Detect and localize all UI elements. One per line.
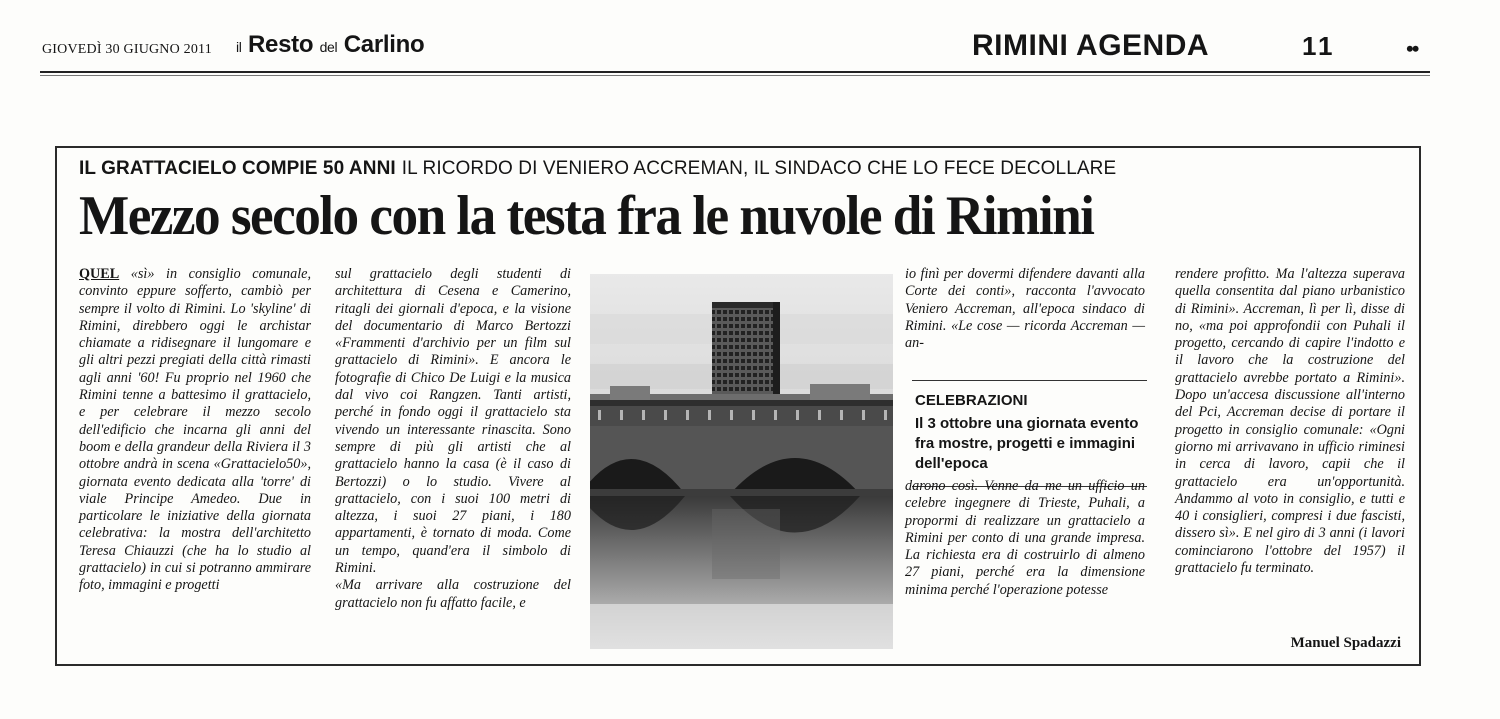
page-marker: ••	[1406, 36, 1418, 61]
column-2-text-b: «Ma arrivare alla costruzione del grattacielo non fu affatto facile, e	[335, 577, 571, 611]
article-column-4b	[905, 478, 1145, 599]
logo-del: del	[319, 39, 338, 55]
byline: Manuel Spadazzi	[1290, 635, 1401, 651]
newspaper-logo	[236, 31, 424, 59]
skyscraper-bridge-photo	[590, 274, 893, 649]
bridge	[590, 404, 893, 426]
article-clipping	[55, 146, 1421, 666]
lead-word: QUEL	[79, 266, 120, 282]
logo-carlino: Carlino	[343, 31, 425, 58]
header-rule-thin	[40, 75, 1430, 76]
section-title: RIMINI AGENDA	[972, 29, 1210, 62]
issue-date: GIOVEDÌ 30 GIUGNO 2011	[42, 42, 212, 57]
box-label: CELEBRAZIONI	[915, 392, 1028, 409]
logo-prefix: il	[236, 39, 242, 55]
article-column-1	[79, 266, 311, 595]
column-5-text: rendere profitto. Ma l'altezza superava quella consentita dal piano urbanistico di Rimini». Accreman, lì per lì, disse di no, «ma poi approfondii con Puhali il progetto, cercando di capire l'indotto e il lavoro che la costruzione del grattacielo avrebbe portato a Rimini». Dopo un'accesa discussione all'interno del Pci, Accreman decise di portare il progetto in consiglio comunale: «Ogni giorno mi arrivavano in ufficio riminesi in cerca di lavoro, capii che il grattacielo era un'opportunità. Andammo al voto in consiglio, e tutti e 40 i consiglieri, compresi i due fascisti, dissero sì». E nel giro di 3 anni (i lavori cominciarono l'ottobre del 1957) il grattacielo fu terminato.	[1175, 266, 1405, 577]
column-2-text: sul grattacielo degli studenti di architettura di Cesena e Camerino, ritagli dei giornali d'epoca, e la visione del documentario di Marco Bertozzi «Frammenti d'archivio per un film sul grattacielo di Rimini». E ancora le fotografie di Chico De Luigi e la musica dal vivo coi Rangzen. Tanti artisti, perché in fondo oggi il grattacielo sta vivendo un interessante rinascita. Sono sempre di più gli artisti che al grattacielo hanno la casa (è il caso di Bertozzi) o lo studio. Vivere al grattacielo, con i suoi 100 metri di altezza, i suoi 27 piani, i 180 appartamenti, è tornato di moda. Come un tempo, quand'era il simbolo di Rimini.	[335, 266, 571, 577]
box-rule-top	[912, 380, 1147, 381]
page-header	[40, 28, 1430, 74]
kicker-text: IL RICORDO DI VENIERO ACCREMAN, IL SINDACO CHE LO FECE DECOLLARE	[401, 158, 1117, 179]
article-column-2	[335, 266, 571, 612]
header-rule	[40, 71, 1430, 73]
article-column-5	[1175, 266, 1405, 577]
headline: Mezzo secolo con la testa fra le nuvole di Rimini	[79, 185, 1094, 247]
column-1-text: «sì» in consiglio comunale, convinto eppure sofferto, cambiò per sempre il volto di Rimini. Lo 'skyline' di Rimini, direbbero oggi le archistar chiamate a ridisegnare il lungomare e gli altri pezzi pregiati della città rimasti agli anni '60! Fu proprio nel 1960 che Rimini tenne a battesimo il grattacielo, e per celebrare il mezzo secolo dell'edificio che incarna gli anni del boom e della grandeur della Riviera il 3 ottobre andrà in scena «Grattacielo50», giornata evento dedicata alla 'torre' di viale Principe Amedeo. Due in particolare le iniziative della giornata celebrativa: la mostra dell'architetto Teresa Chiauzzi (che ha lo studio al grattacielo) in cui si potranno ammirare foto, immagini e progetti	[79, 266, 311, 594]
column-4b-text: darono così. Venne da me un ufficio un celebre ingegnere di Trieste, Puhali, a propormi di realizzare un grattacielo a Rimini per conto di una grande impresa. La richiesta era di costruirlo di almeno 27 piani, perché era la dimensione minima perché l'operazione potesse	[905, 478, 1145, 598]
article-column-4	[905, 266, 1145, 352]
skyscraper	[712, 302, 780, 406]
column-4-text: io finì per dovermi difendere davanti alla Corte dei conti», racconta l'avvocato Veniero Accreman, all'epoca sindaco di Rimini. «Le cose — ricorda Accreman — an-	[905, 266, 1145, 352]
box-summary: Il 3 ottobre una giornata evento fra mostre, progetti e immagini dell'epoca	[915, 415, 1139, 472]
kicker	[79, 158, 1116, 180]
article-photo	[590, 274, 893, 649]
page-number: 11	[1302, 31, 1336, 61]
logo-resto: Resto	[248, 31, 314, 58]
kicker-bold: IL GRATTACIELO COMPIE 50 ANNI	[79, 158, 396, 179]
